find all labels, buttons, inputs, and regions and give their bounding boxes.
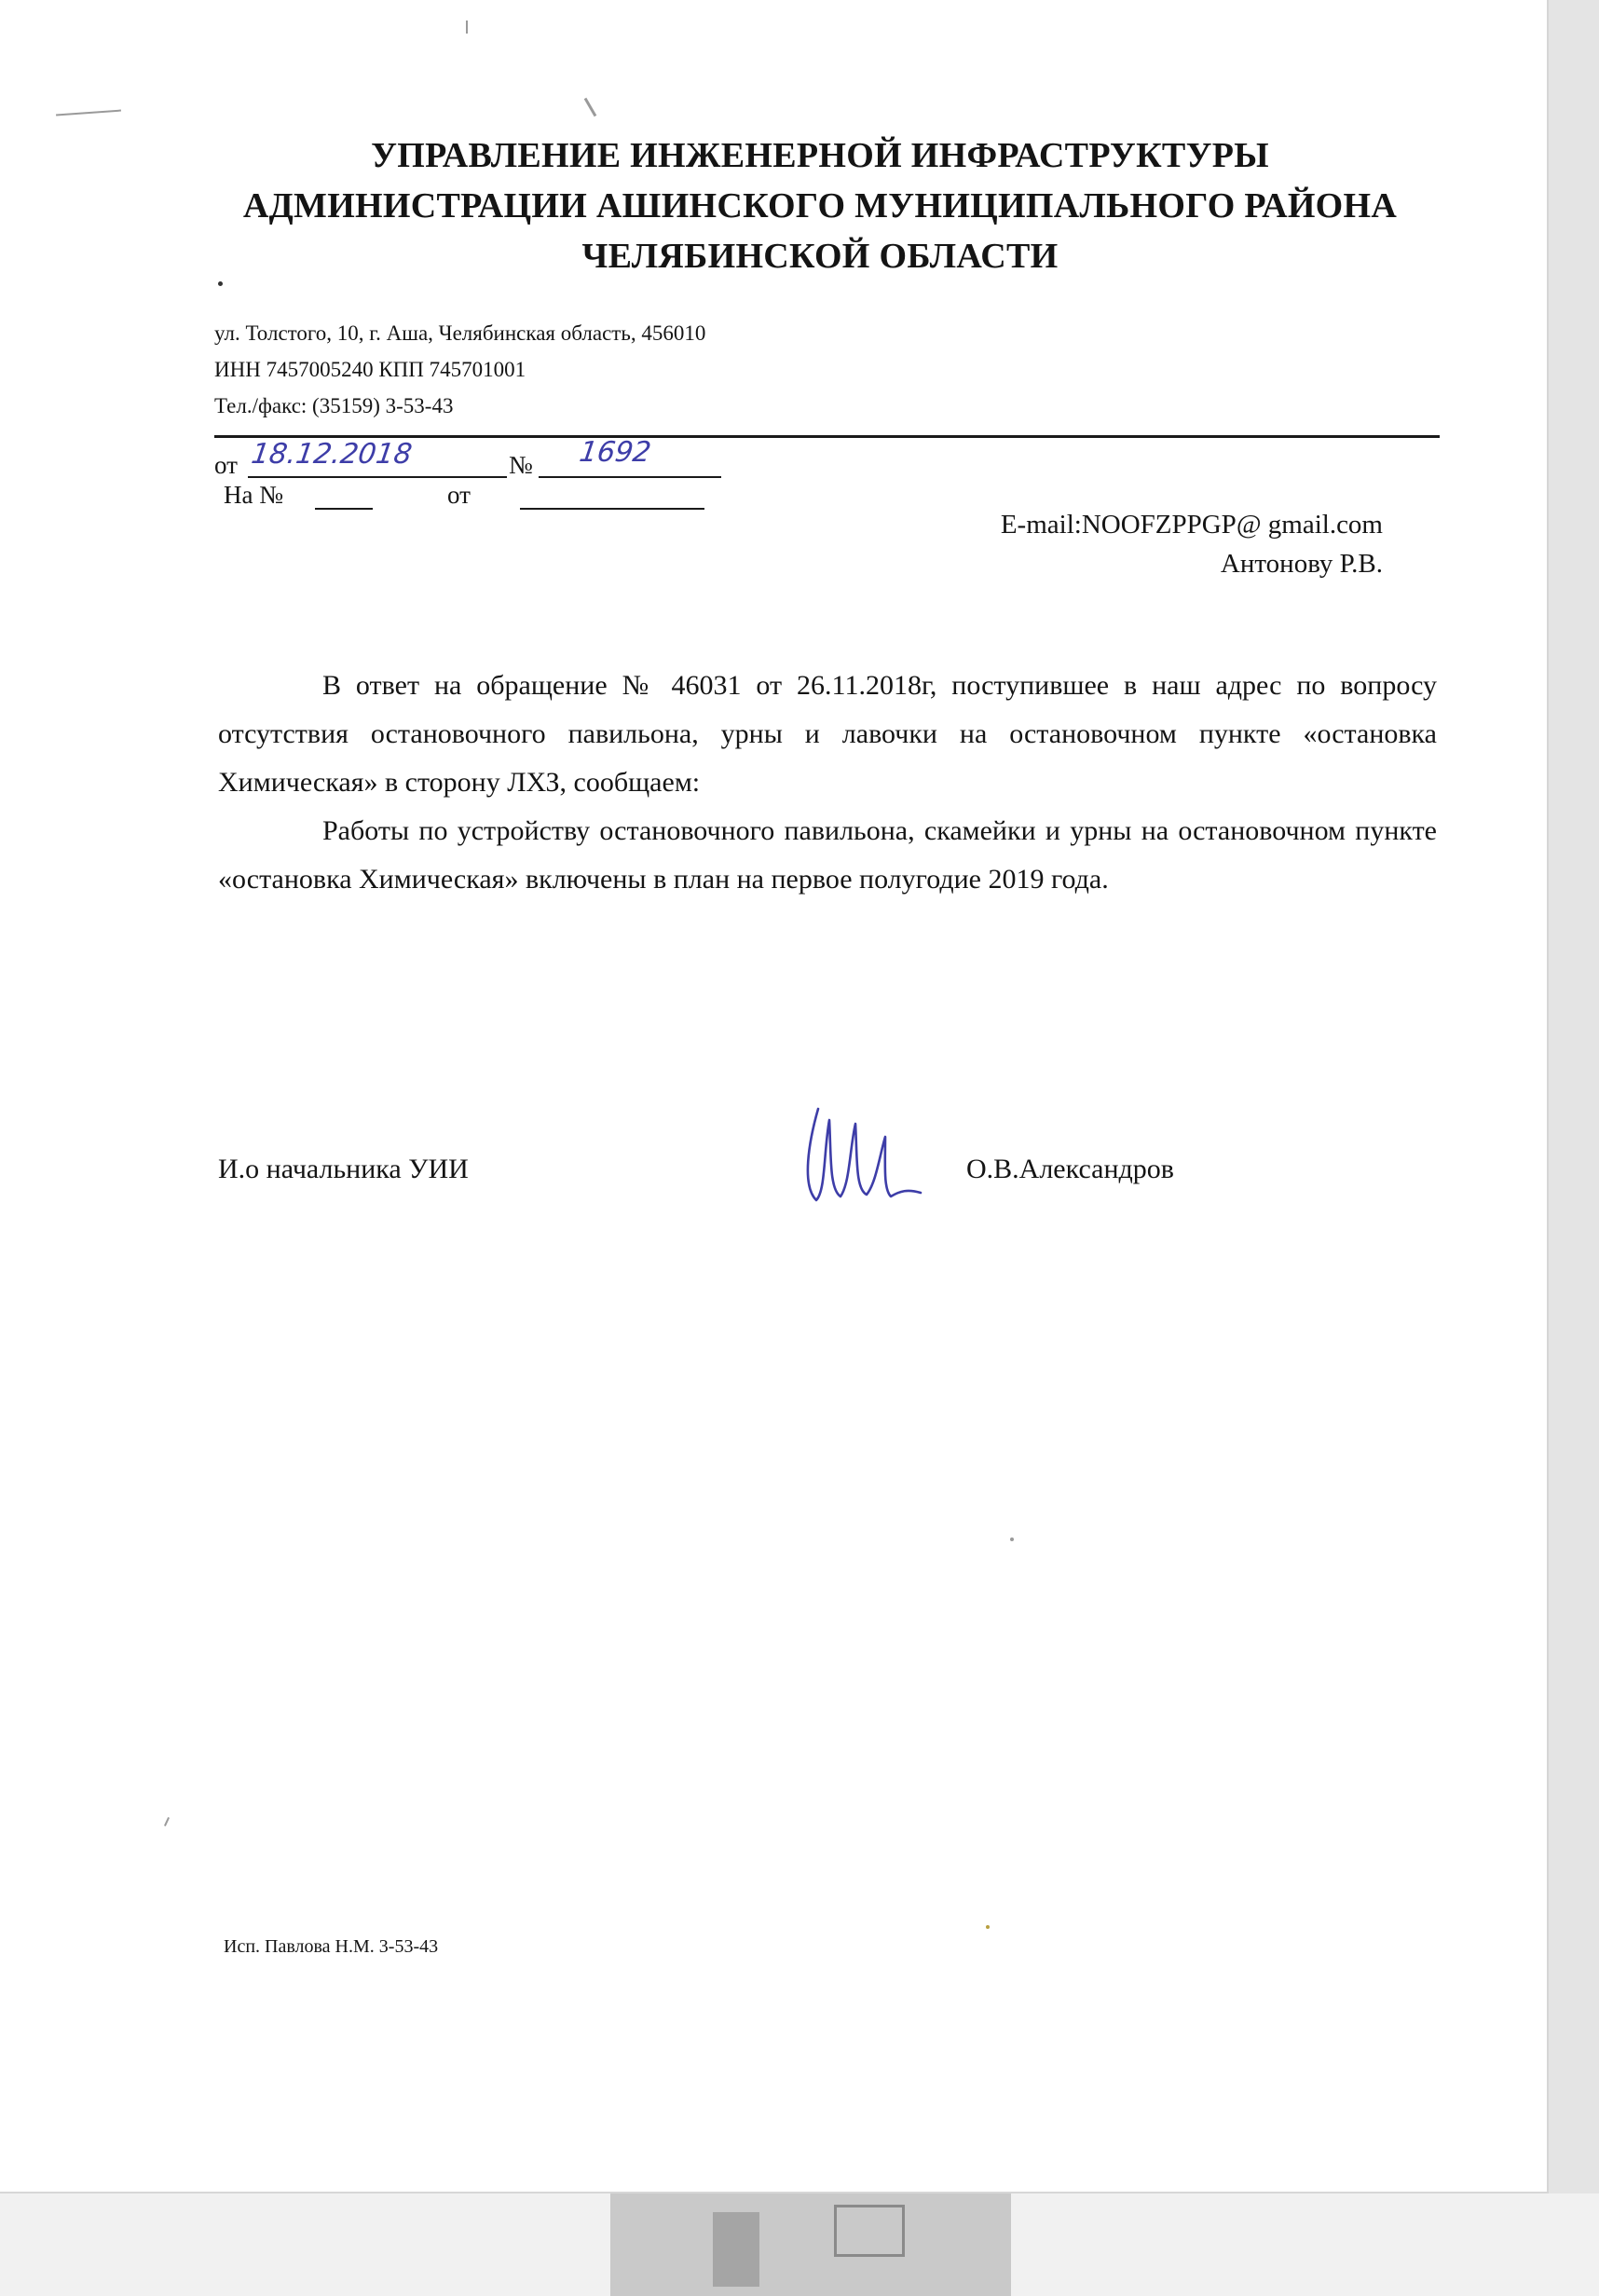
header-line-3: ЧЕЛЯБИНСКОЙ ОБЛАСТИ: [581, 237, 1059, 276]
handwritten-signature: [798, 1100, 928, 1207]
scan-mark: [1010, 1538, 1014, 1541]
handwritten-number: 1692: [577, 436, 653, 469]
recipient-name: Антонову Р.В.: [1220, 549, 1383, 579]
address-street: ул. Толстого, 10, г. Аша, Челябинская область, 456010: [214, 321, 706, 345]
executor-note: Исп. Павлова Н.М. 3-53-43: [224, 1936, 439, 1957]
scan-mark: [466, 20, 468, 34]
signatory-name: О.В.Александров: [966, 1154, 1174, 1184]
letter-body: [218, 662, 1437, 904]
from-label: от: [214, 451, 238, 479]
reply-number-underline: [315, 508, 373, 510]
scan-artifact-strip: [610, 2194, 1011, 2296]
organization-header: [168, 130, 1472, 281]
reply-from-label: от: [447, 481, 471, 509]
handwritten-date: 18.12.2018: [249, 438, 415, 471]
scan-mark: [218, 281, 223, 286]
scan-mark: [164, 1817, 170, 1826]
body-paragraph: Работы по устройству остановочного павильона, скамейки и урны на остановочном пункте «остановка Химическая» включены в план на первое полугодие 2019 года.: [218, 815, 1437, 895]
scan-mark: [56, 110, 121, 116]
reply-number-label: На №: [224, 481, 283, 509]
header-line-2: АДМИНИСТРАЦИИ АШИНСКОГО МУНИЦИПАЛЬНОГО РАЙОНА: [242, 186, 1398, 226]
scan-artifact: [713, 2212, 759, 2287]
scan-mark: [584, 98, 597, 117]
address-phone: Тел./факс: (35159) 3-53-43: [214, 394, 454, 417]
recipient-block: [1001, 505, 1383, 583]
address-inn: ИНН 7457005240 КПП 745701001: [214, 358, 526, 381]
number-label: №: [509, 451, 533, 479]
scan-mark: [986, 1925, 990, 1929]
header-line-1: УПРАВЛЕНИЕ ИНЖЕНЕРНОЙ ИНФРАСТРУКТУРЫ: [371, 136, 1269, 175]
date-underline: [248, 476, 507, 478]
recipient-email: E-mail:NOOFZPPGP@ gmail.com: [1000, 510, 1383, 540]
body-paragraph: В ответ на обращение № 46031 от 26.11.2018г, поступившее в наш адрес по вопросу отсутствия остановочного павильона, урны и лавочки на остановочном пункте «остановка Химическая» в сторону ЛХЗ, сообщаем:: [218, 670, 1437, 798]
signatory-position: И.о начальника УИИ: [218, 1154, 469, 1184]
number-underline: [539, 476, 721, 478]
organization-address: [214, 315, 705, 424]
scan-artifact: [834, 2205, 905, 2257]
reply-date-underline: [520, 508, 704, 510]
